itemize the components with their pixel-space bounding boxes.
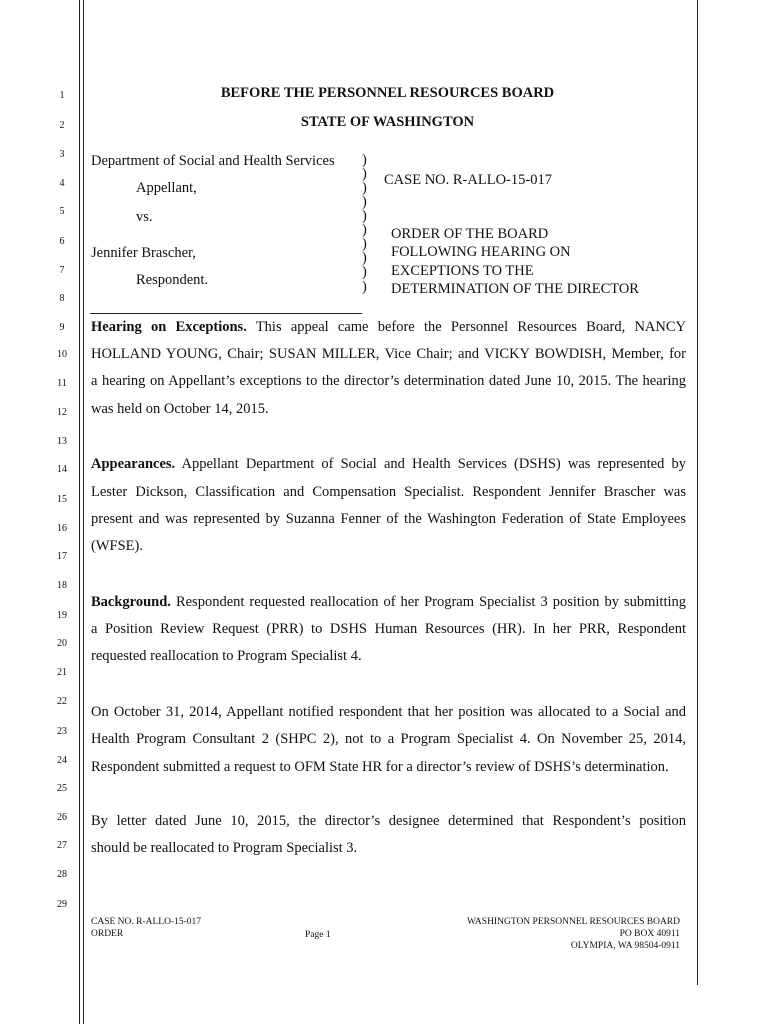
paragraph-line: Respondent submitted a request to OFM State HR for a director’s review of DSHS’s determination. xyxy=(91,759,669,775)
caption-paren: ) xyxy=(362,236,367,252)
page-heading: BEFORE THE PERSONNEL RESOURCES BOARD xyxy=(220,85,555,101)
left-margin-rule-outer xyxy=(79,0,80,1024)
paragraph-line: (WFSE). xyxy=(91,538,143,554)
caption-paren: ) xyxy=(362,250,367,266)
footer-city: OLYMPIA, WA 98504-0911 xyxy=(570,941,680,951)
footer-order: ORDER xyxy=(91,929,124,939)
caption-paren: ) xyxy=(362,152,367,168)
line-number: 20 xyxy=(57,638,67,649)
caption-paren: ) xyxy=(362,222,367,238)
respondent-name: Jennifer Brascher, xyxy=(91,245,196,261)
line-number: 6 xyxy=(59,236,65,247)
versus-label: vs. xyxy=(136,209,153,225)
caption-paren: ) xyxy=(362,166,367,182)
line-number: 5 xyxy=(59,206,65,217)
line-number: 9 xyxy=(59,322,65,333)
paragraph-line: present and was represented by Suzanna Fenner of the Washington Federation of State Employees xyxy=(91,511,686,527)
line-number: 27 xyxy=(57,840,67,851)
respondent-role: Respondent. xyxy=(136,272,209,288)
line-number: 3 xyxy=(59,149,65,160)
line-number: 1 xyxy=(59,90,65,101)
paragraph-line: Health Program Consultant 2 (SHPC 2), not to a Program Specialist 4. On November 25, 2014, xyxy=(91,731,686,747)
case-number: CASE NO. R-ALLO-15-017 xyxy=(384,172,552,188)
appearances-label: Appearances. xyxy=(91,456,176,472)
appellant-role: Appellant, xyxy=(136,180,197,196)
line-number: 4 xyxy=(59,178,65,189)
line-number: 8 xyxy=(59,293,65,304)
appearances-text: Appellant Department of Social and Health Services (DSHS) was represented by xyxy=(181,456,686,472)
order-title-line: DETERMINATION OF THE DIRECTOR xyxy=(391,281,639,297)
line-number: 12 xyxy=(57,407,67,418)
line-number: 24 xyxy=(57,755,67,766)
line-number: 7 xyxy=(59,265,65,276)
line-number: 19 xyxy=(57,610,67,621)
line-number: 10 xyxy=(57,349,67,360)
paragraph-line: was held on October 14, 2015. xyxy=(91,401,269,417)
line-number: 25 xyxy=(57,783,67,794)
order-title-line: ORDER OF THE BOARD xyxy=(391,226,549,242)
paragraph-line xyxy=(91,594,686,611)
caption-paren: ) xyxy=(362,279,367,295)
paragraph-line: Lester Dickson, Classification and Compensation Specialist. Respondent Jennifer Brascher was xyxy=(91,484,686,500)
line-number: 14 xyxy=(57,464,67,475)
paragraph-line: On October 31, 2014, Appellant notified respondent that her position was allocated to a Social and xyxy=(91,704,686,720)
appellant-name: Department of Social and Health Services xyxy=(91,153,335,169)
line-number: 11 xyxy=(57,378,67,389)
footer-board-name: WASHINGTON PERSONNEL RESOURCES BOARD xyxy=(467,917,680,927)
paragraph-line: a hearing on Appellant’s exceptions to the director’s determination dated June 10, 2015. The hearing xyxy=(91,373,686,389)
line-number: 18 xyxy=(57,580,67,591)
line-number: 21 xyxy=(57,667,67,678)
line-number: 15 xyxy=(57,494,67,505)
footer-page-number: Page 1 xyxy=(305,930,331,940)
line-number: 29 xyxy=(57,899,67,910)
paragraph-line xyxy=(91,456,686,473)
line-number: 26 xyxy=(57,812,67,823)
paragraph-line: requested reallocation to Program Specialist 4. xyxy=(91,648,362,664)
caption-paren: ) xyxy=(362,180,367,196)
paragraph-line: a Position Review Request (PRR) to DSHS Human Resources (HR). In her PRR, Respondent xyxy=(91,621,686,637)
paragraph-line: should be reallocated to Program Specialist 3. xyxy=(91,840,358,856)
footer-po-box: PO BOX 40911 xyxy=(619,929,680,939)
hearing-text: This appeal came before the Personnel Resources Board, NANCY xyxy=(255,319,687,335)
page-subheading: STATE OF WASHINGTON xyxy=(300,114,475,130)
paragraph-line: By letter dated June 10, 2015, the director’s designee determined that Respondent’s position xyxy=(91,813,686,829)
caption-paren: ) xyxy=(362,194,367,210)
line-number: 16 xyxy=(57,523,67,534)
caption-paren: ) xyxy=(362,264,367,280)
line-number: 28 xyxy=(57,869,67,880)
paragraph-line: HOLLAND YOUNG, Chair; SUSAN MILLER, Vice Chair; and VICKY BOWDISH, Member, for xyxy=(91,346,686,362)
order-title-line: EXCEPTIONS TO THE xyxy=(391,263,534,279)
paragraph-line xyxy=(91,319,686,336)
line-number: 23 xyxy=(57,726,67,737)
line-number: 17 xyxy=(57,551,67,562)
line-number: 2 xyxy=(59,120,65,131)
line-number: 22 xyxy=(57,696,67,707)
background-text: Respondent requested reallocation of her Program Specialist 3 position by submitting xyxy=(175,594,687,610)
order-title-line: FOLLOWING HEARING ON xyxy=(391,244,571,260)
line-number: 13 xyxy=(57,436,67,447)
background-label: Background. xyxy=(91,594,171,610)
caption-underline xyxy=(90,313,362,314)
left-margin-rule-inner xyxy=(83,0,84,1024)
footer-case-number: CASE NO. R-ALLO-15-017 xyxy=(91,917,202,927)
hearing-label: Hearing on Exceptions. xyxy=(91,319,247,335)
right-margin-rule xyxy=(697,0,698,985)
caption-paren: ) xyxy=(362,208,367,224)
